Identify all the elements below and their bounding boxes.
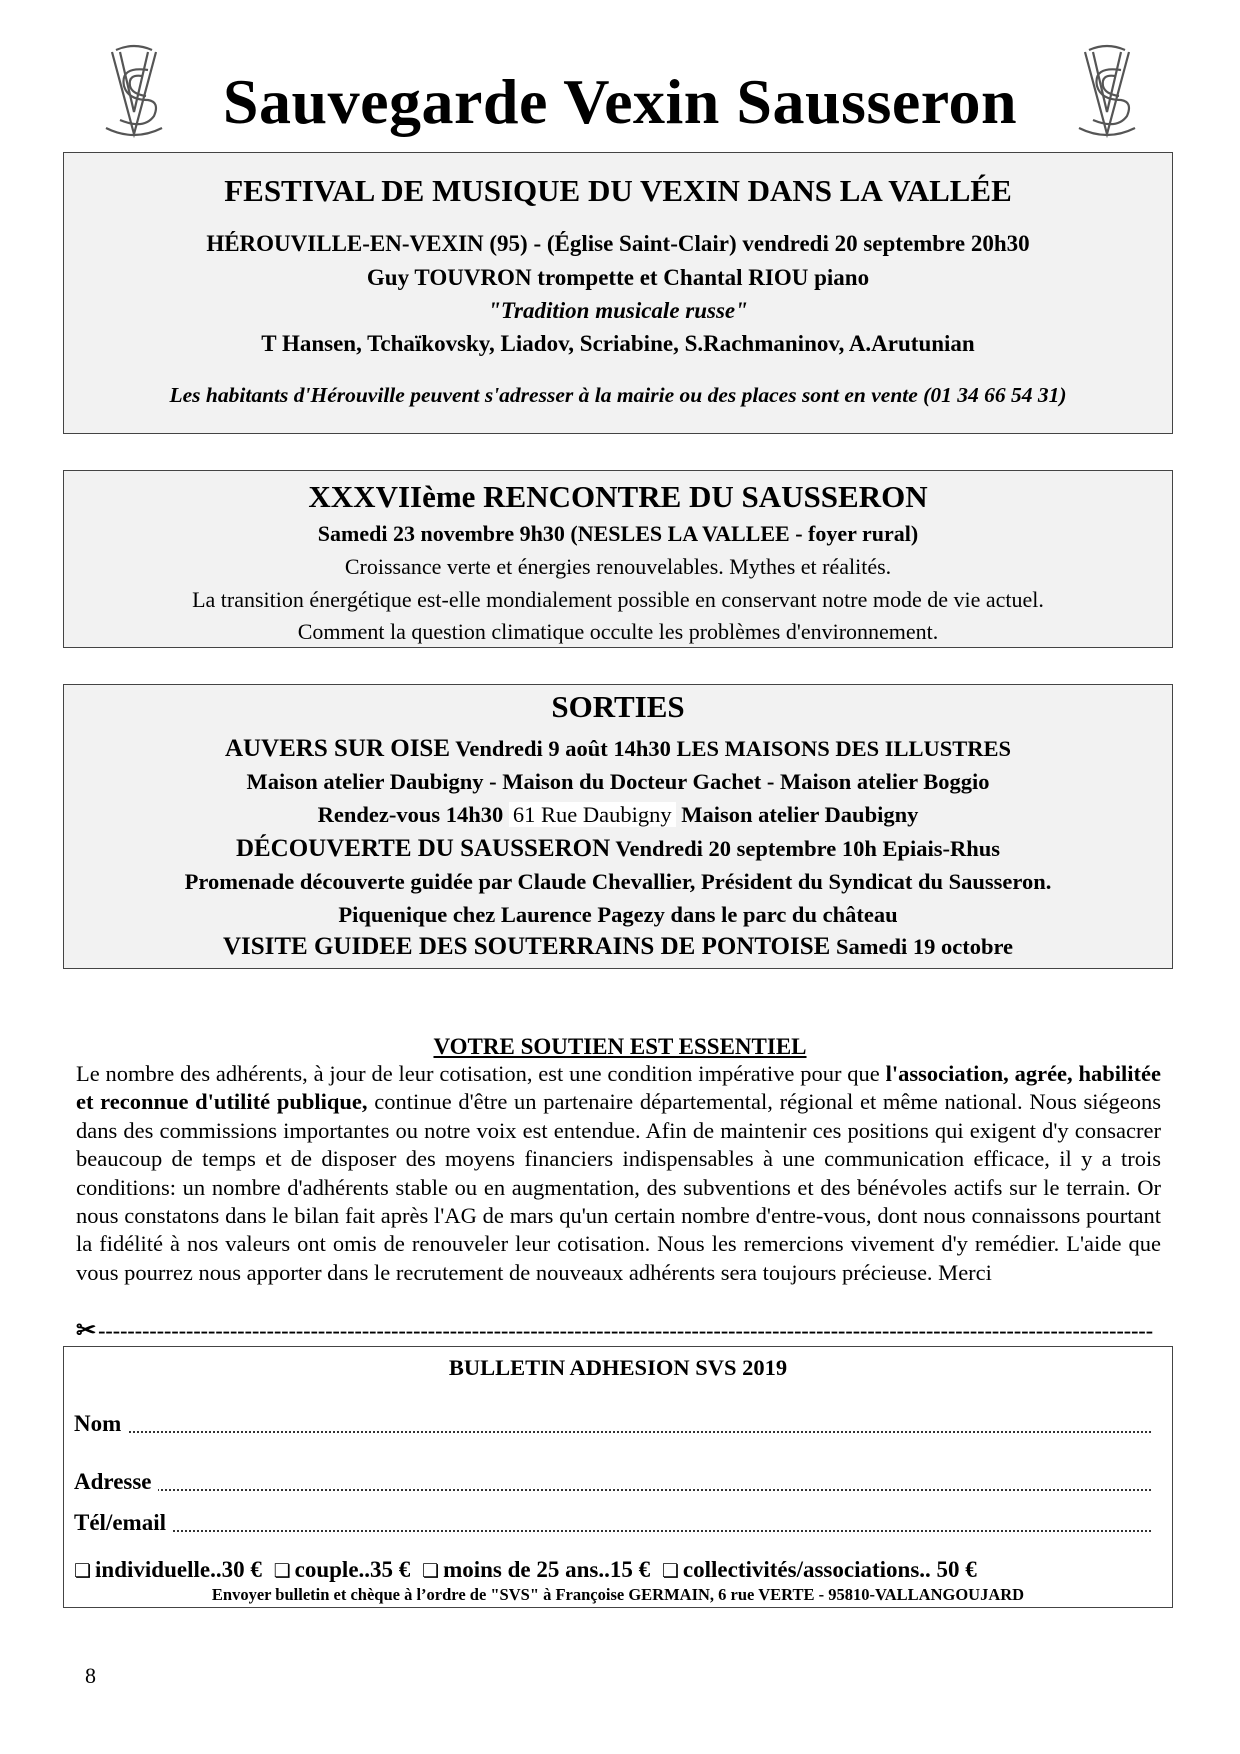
festival-box: [63, 152, 1173, 434]
rdv-time: Rendez-vous 14h30: [317, 802, 509, 827]
adresse-dotted-line[interactable]: [74, 1489, 1151, 1491]
sortie-decouverte-details: Vendredi 20 septembre 10h Epiais-Rhus: [610, 836, 1001, 861]
option-individuelle[interactable]: ❏ individuelle..30 €: [74, 1557, 262, 1582]
send-instructions: Envoyer bulletin et chèque à l’ordre de "SVS" à Françoise GERMAIN, 6 rue VERTE - 95810-VALLANGOUJARD: [211, 1585, 1025, 1604]
tel-email-dotted-line[interactable]: [74, 1530, 1151, 1532]
rencontre-heading: XXXVIIème RENCONTRE DU SAUSSERON: [308, 479, 928, 514]
adresse-field[interactable]: [74, 1469, 1159, 1497]
festival-location-date: HÉROUVILLE-EN-VEXIN (95) - (Église Saint-Clair) vendredi 20 septembre 20h30: [206, 231, 1030, 256]
sorties-box: [63, 684, 1173, 969]
checkbox-icon[interactable]: ❏: [74, 1560, 92, 1582]
support-text-start: Le nombre des adhérents, à jour de leur cotisation, est une condition impérative pour que: [76, 1061, 886, 1086]
festival-heading: FESTIVAL DE MUSIQUE DU VEXIN DANS LA VALLÉE: [224, 173, 1012, 208]
festival-ticket-note: Les habitants d'Hérouville peuvent s'adresser à la mairie ou des places sont en vente (01 34 66 54 31): [169, 383, 1067, 407]
sortie-visite-details: Samedi 19 octobre: [830, 934, 1014, 959]
checkbox-icon[interactable]: ❏: [273, 1560, 291, 1582]
festival-composers: T Hansen, Tchaïkovsky, Liadov, Scriabine, S.Rachmaninov, A.Arutunian: [261, 331, 975, 356]
sorties-heading: SORTIES: [551, 689, 685, 724]
sortie-auvers-place: AUVERS SUR OISE: [224, 735, 451, 762]
sortie-visite: [64, 933, 1172, 961]
option-moins-25[interactable]: ❏ moins de 25 ans..15 €: [422, 1557, 651, 1582]
checkbox-icon[interactable]: ❏: [661, 1560, 679, 1582]
rencontre-date: Samedi 23 novembre 9h30 (NESLES LA VALLEE - foyer rural): [317, 521, 919, 546]
nom-label: Nom: [74, 1411, 127, 1436]
rdv-place: Maison atelier Daubigny: [675, 802, 919, 827]
membership-options: [74, 1557, 983, 1583]
rencontre-topic-1: Croissance verte et énergies renouvelables. Mythes et réalités.: [344, 554, 892, 579]
rencontre-topic-2: La transition énergétique est-elle mondialement possible en conservant notre mode de vie actuel.: [192, 587, 1044, 612]
support-paragraph: [76, 1060, 1161, 1287]
option-collectivites[interactable]: ❏ collectivités/associations.. 50 €: [661, 1557, 977, 1582]
sortie-auvers-details: Vendredi 9 août 14h30 LES MAISONS DES ILLUSTRES: [450, 736, 1012, 761]
sortie-auvers-rdv: [64, 802, 1172, 828]
rencontre-box: [63, 470, 1173, 648]
cut-dashes: ------------------------------------------------------------------------------------------------------------------------------------------------: [98, 1318, 1154, 1342]
support-title: VOTRE SOUTIEN EST ESSENTIEL: [433, 1034, 807, 1059]
option-couple[interactable]: ❏ couple..35 €: [273, 1557, 411, 1582]
sortie-decouverte: [64, 835, 1172, 863]
rdv-address: 61 Rue Daubigny: [509, 802, 676, 827]
page-title: Sauvegarde Vexin Sausseron: [222, 66, 1018, 137]
sortie-auvers: [64, 735, 1172, 763]
tel-email-field[interactable]: [74, 1510, 1159, 1538]
nom-dotted-line[interactable]: [74, 1431, 1151, 1433]
tel-email-label: Tél/email: [74, 1510, 172, 1535]
sortie-visite-title: VISITE GUIDEE DES SOUTERRAINS DE PONTOISE: [222, 933, 831, 960]
bulletin-heading: BULLETIN ADHESION SVS 2019: [448, 1355, 788, 1380]
sortie-auvers-houses: Maison atelier Daubigny - Maison du Docteur Gachet - Maison atelier Boggio: [246, 769, 990, 794]
rencontre-topic-3: Comment la question climatique occulte les problèmes d'environnement.: [297, 619, 939, 644]
adresse-label: Adresse: [74, 1469, 158, 1494]
sortie-promenade: Promenade découverte guidée par Claude Chevallier, Président du Syndicat du Sausseron.: [184, 869, 1052, 894]
scissors-icon: ✂: [76, 1318, 97, 1342]
festival-program-title: "Tradition musicale russe": [488, 298, 748, 323]
sortie-decouverte-title: DÉCOUVERTE DU SAUSSERON: [235, 835, 611, 862]
nom-field[interactable]: [74, 1411, 1159, 1439]
checkbox-icon[interactable]: ❏: [422, 1560, 440, 1582]
bulletin-form: [63, 1346, 1173, 1608]
support-text-end: continue d'être un partenaire départemental, régional et même national. Nous siégeons dans des commissions importantes ou notre voix est entendue. Afin de maintenir ces positions qui exigent d'y consacrer beaucoup de temps et de disposer des moyens financiers indispensables à une communication efficace, il y a trois conditions: un nombre d'adhérents stable ou en augmentation, des subventions et des bénévoles actifs sur le terrain. Or nous constatons dans le bilan fait après l'AG de mars qu'un certain nombre d'entre-vous, dont nous connaissons pourtant la fidélité à nos valeurs ont omis de renouveler leur cotisation. Nous les remercions vivement d'y remédier. L'aide que vous pourrez nous apporter dans le recrutement de nouveaux adhérents sera toujours précieuse. Merci: [76, 1089, 1161, 1285]
sortie-piquenique: Piquenique chez Laurence Pagezy dans le parc du château: [338, 902, 898, 927]
cut-line: [76, 1316, 1166, 1342]
support-text-bold: l'association, agrée, habilitée et reconnue d'utilité publique,: [76, 1061, 1161, 1115]
page-number: 8: [85, 1663, 96, 1688]
festival-performers: Guy TOUVRON trompette et Chantal RIOU piano: [366, 265, 870, 290]
